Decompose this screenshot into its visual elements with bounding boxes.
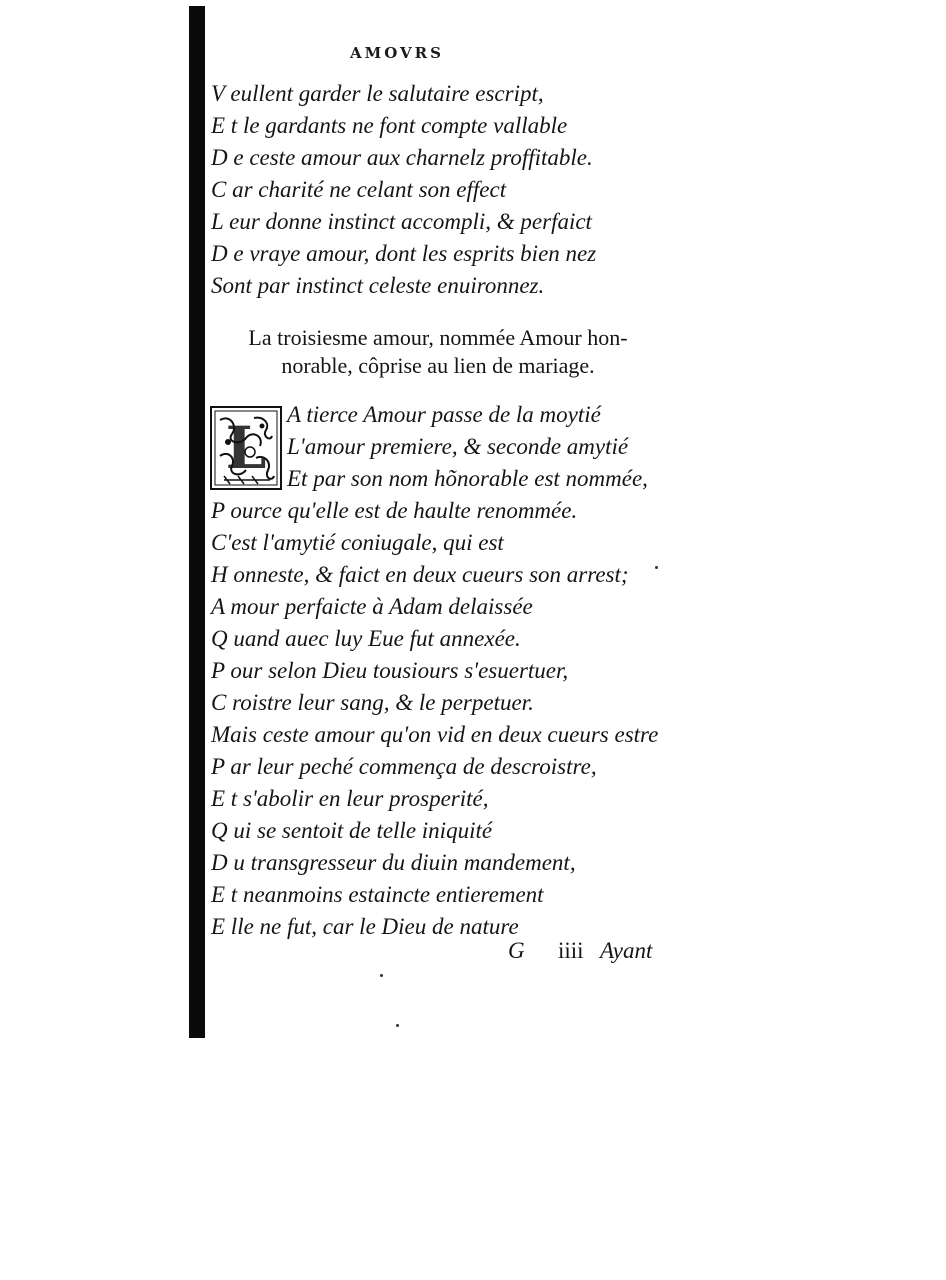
verse-line: C roistre leur sang, & le perpetuer. <box>211 690 534 715</box>
binding-shadow <box>189 6 205 1038</box>
verse-block-top <box>211 78 691 302</box>
signature-number: iiii <box>558 938 584 963</box>
verse-line: Q ui se sentoit de telle iniquité <box>211 818 493 843</box>
verse-line: L'amour premiere, & seconde amytié <box>287 434 629 459</box>
verse-line: P ar leur peché commença de descroistre, <box>211 754 597 779</box>
verse-line: A mour perfaicte à Adam delaissée <box>211 594 533 619</box>
verse-line: D u transgresseur du diuin mandement, <box>211 850 576 875</box>
verse-line: E t s'abolir en leur prosperité, <box>211 786 489 811</box>
verse-line: E lle ne fut, car le Dieu de nature <box>211 914 519 939</box>
verse-line: H onneste, & faict en deux cueurs son arrest; <box>211 562 629 587</box>
verse-line: C'est l'amytié coniugale, qui est <box>211 530 504 555</box>
verse-line: A tierce Amour passe de la moytié <box>287 402 601 427</box>
verse-line: P ource qu'elle est de haulte renommée. <box>211 498 578 523</box>
verse-line: D e ceste amour aux charnelz proffitable. <box>211 145 593 170</box>
section-heading-line: norable, côprise au lien de mariage. <box>281 353 595 378</box>
verse-line: L eur donne instinct accompli, & perfaict <box>211 209 592 234</box>
verse-line: D e vraye amour, dont les esprits bien nez <box>211 241 597 266</box>
decorated-initial-L <box>210 406 282 490</box>
verse-line: C ar charité ne celant son effect <box>211 177 507 202</box>
verse-line: Et par son nom hõnorable est nommée, <box>287 466 648 491</box>
ink-speck <box>396 1024 399 1027</box>
running-head: AMOVRS <box>350 44 444 62</box>
section-heading <box>208 324 668 380</box>
page-footer <box>508 938 688 964</box>
verse-line: E t neanmoins estaincte entierement <box>211 882 544 907</box>
verse-line: Q uand auec luy Eue fut annexée. <box>211 626 521 651</box>
verse-block-opening <box>287 399 687 495</box>
verse-block-main <box>211 495 691 943</box>
initial-letter: L <box>225 414 267 482</box>
ink-speck <box>380 974 383 977</box>
verse-line: V eullent garder le salutaire escript, <box>211 81 544 106</box>
section-heading-line: La troisiesme amour, nommée Amour hon- <box>248 325 628 350</box>
verse-line: Sont par instinct celeste enuironnez. <box>211 273 545 298</box>
verse-line: Mais ceste amour qu'on vid en deux cueurs estre <box>211 722 659 747</box>
catchword: Ayant <box>600 938 653 963</box>
verse-line: P our selon Dieu tousiours s'esuertuer, <box>211 658 569 683</box>
signature-letter: G <box>508 938 525 963</box>
ink-speck <box>655 566 658 569</box>
verse-line: E t le gardants ne font compte vallable <box>211 113 568 138</box>
